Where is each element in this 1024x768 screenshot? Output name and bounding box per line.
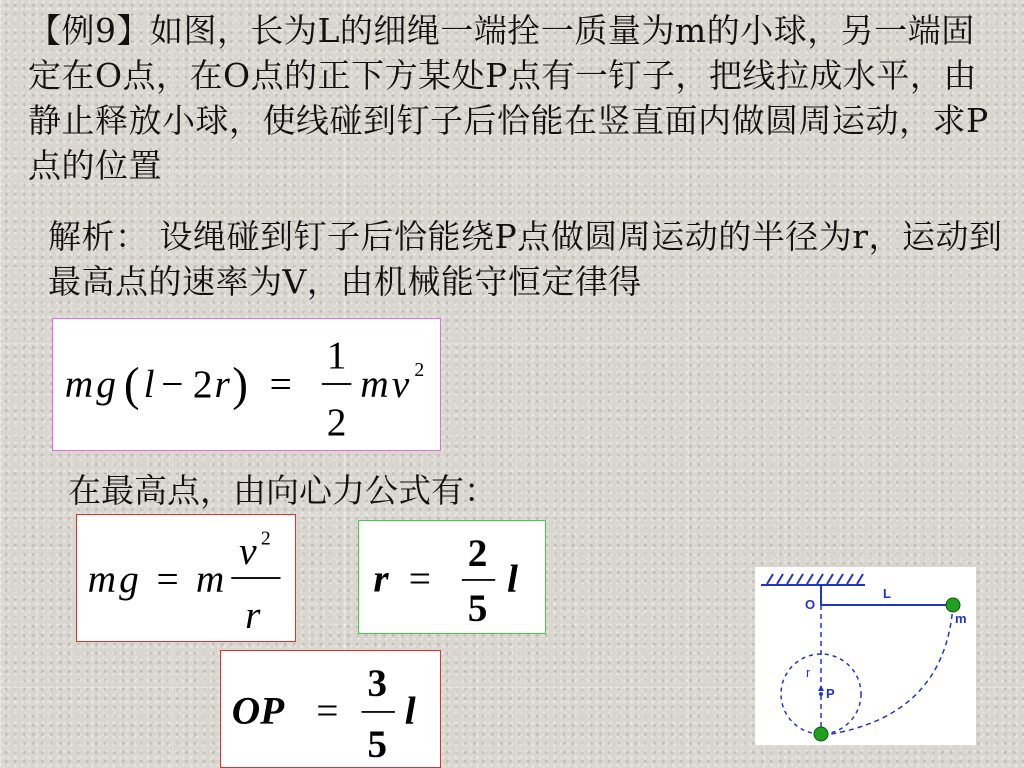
eq-fraction-numerator: 1 bbox=[326, 333, 347, 378]
eq-right-paren: ) bbox=[232, 358, 248, 411]
label-p: P bbox=[826, 686, 835, 701]
eq-fraction-denominator: r bbox=[245, 593, 261, 638]
radius-result-box bbox=[358, 520, 546, 634]
eq-fraction-numerator: 3 bbox=[367, 661, 388, 706]
energy-equation-box bbox=[52, 318, 441, 451]
energy-equation bbox=[53, 319, 440, 450]
eq-term-r: r bbox=[373, 557, 389, 601]
eq-term-l: l bbox=[404, 688, 416, 733]
eq-two: 2 bbox=[192, 361, 213, 406]
ceiling-hatch bbox=[761, 574, 865, 585]
eq-term-m2: m bbox=[195, 556, 225, 601]
eq-fraction-denominator: 2 bbox=[326, 400, 347, 445]
ball-bottom bbox=[814, 727, 828, 741]
eq-minus: − bbox=[161, 361, 184, 406]
eq-fraction-numerator: 2 bbox=[467, 532, 488, 576]
eq-equals: = bbox=[316, 688, 339, 733]
problem-statement: 【例9】如图，长为L的细绳一端拴一质量为m的小球，另一端固定在O点，在O点的正下方某处P点有一钉子，把线拉成水平，由静止释放小球，使线碰到钉子后恰能在竖直面内做圆周运动，求P点的位置 bbox=[28, 11, 989, 185]
pendulum-figure bbox=[755, 567, 976, 745]
pendulum-diagram bbox=[755, 567, 976, 745]
op-result-box bbox=[220, 650, 441, 768]
radius-result bbox=[359, 521, 545, 633]
eq-exponent: 2 bbox=[260, 527, 271, 550]
radius-arrow-icon bbox=[818, 685, 824, 691]
label-o: O bbox=[805, 597, 816, 612]
label-l: L bbox=[883, 586, 891, 601]
eq-exponent: 2 bbox=[414, 359, 425, 382]
eq-equals: = bbox=[156, 556, 179, 601]
eq-fraction-numerator: v bbox=[239, 529, 257, 574]
eq-term-m: m bbox=[64, 361, 94, 406]
eq-term-r: r bbox=[214, 361, 230, 406]
eq-left-paren: ( bbox=[123, 358, 140, 411]
eq-term-op: OP bbox=[231, 688, 285, 733]
label-r: r bbox=[806, 665, 811, 680]
eq-term-g: g bbox=[119, 556, 139, 601]
centripetal-equation bbox=[77, 515, 295, 641]
label-m: m bbox=[955, 611, 967, 626]
eq-term-g: g bbox=[96, 361, 116, 406]
centripetal-equation-box bbox=[76, 514, 296, 642]
eq-term-l: l bbox=[507, 557, 518, 601]
eq-term-m: m bbox=[87, 556, 116, 601]
op-result bbox=[221, 651, 440, 767]
eq-term-m2: m bbox=[360, 361, 389, 406]
eq-term-l: l bbox=[143, 361, 155, 406]
eq-fraction-denominator: 5 bbox=[467, 587, 488, 631]
eq-fraction-denominator: 5 bbox=[367, 722, 388, 767]
subheading: 在最高点，由向心力公式有： bbox=[68, 471, 497, 510]
ball-start bbox=[946, 598, 960, 612]
eq-equals: = bbox=[408, 557, 431, 601]
eq-equals: = bbox=[269, 361, 292, 406]
analysis-text: 解析： 设绳碰到钉子后恰能绕P点做圆周运动的半径为r，运动到最高点的速率为V，由机械能守恒定律得 bbox=[48, 217, 1003, 301]
peg-point bbox=[819, 692, 823, 696]
swing-arc bbox=[825, 605, 953, 735]
eq-term-v: v bbox=[391, 361, 410, 406]
